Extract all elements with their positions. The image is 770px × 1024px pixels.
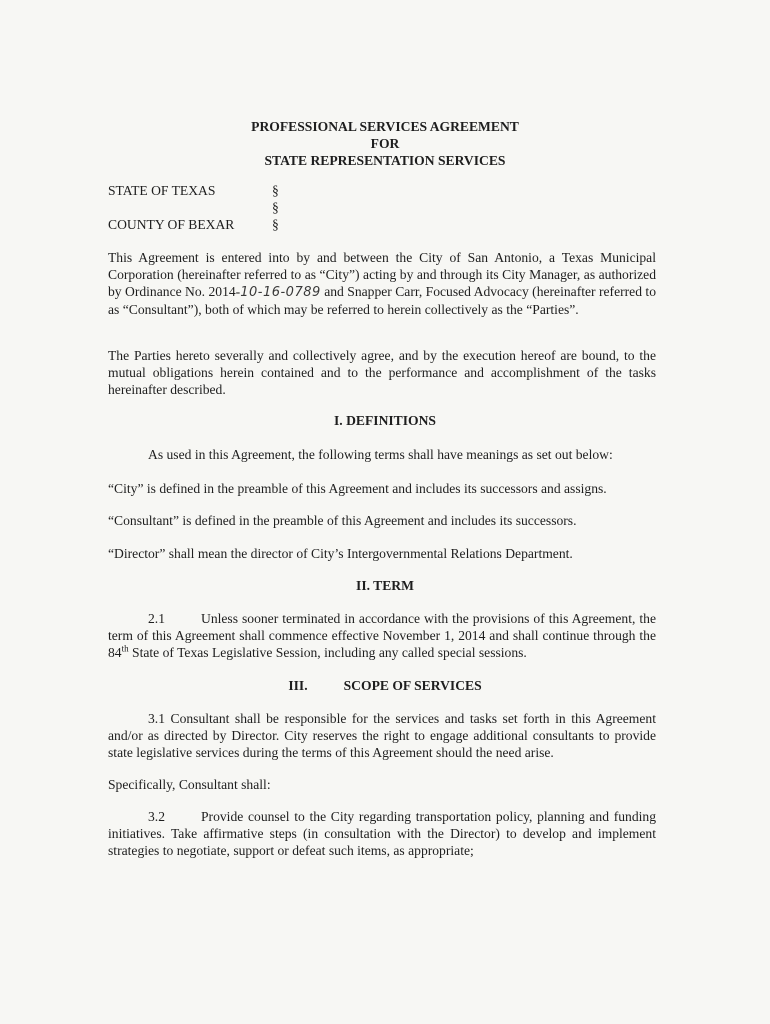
term-paragraph: [108, 610, 656, 661]
title-line-2: FOR: [370, 136, 400, 151]
clause-number: 3.2: [148, 809, 165, 824]
term-text-start: Unless sooner terminated in accordance with the provisions of this Agreement, the term of this Agreement shall commence effective November 1, 2014 and shall continue through the 84: [108, 611, 656, 660]
scope-paragraph-3-1: [108, 710, 656, 761]
scope-paragraph-3-2: [108, 808, 656, 859]
clause-3-1-text: 3.1 Consultant shall be responsible for the services and tasks set forth in this Agreement and/or as directed by Director. City reserves the right to engage additional consultants to provide state legislative services during the terms of this Agreement should the need arise.: [108, 711, 656, 760]
section-mark: §: [272, 217, 279, 232]
clause-3-2-text: Provide counsel to the City regarding transportation policy, planning and funding initiatives. Take affirmative steps (in consultation with the Director) to develop and implement strategies to negotiate, support or defeat such items, as appropriate;: [108, 809, 656, 858]
scope-heading-text: SCOPE OF SERVICES: [343, 678, 482, 693]
definition-director: “Director” shall mean the director of City’s Intergovernmental Relations Department.: [108, 546, 573, 561]
definition-city: “City” is defined in the preamble of this Agreement and includes its successors and assigns.: [108, 481, 607, 496]
definitions-intro: As used in this Agreement, the following terms shall have meanings as set out below:: [148, 447, 613, 462]
venue-state: STATE OF TEXAS: [108, 183, 216, 198]
agreement-paragraph: The Parties hereto severally and collectively agree, and by the execution hereof are bound, to the mutual obligations herein contained and to the performance and accomplishment of the tasks hereinafter described.: [108, 348, 656, 397]
clause-number: 2.1: [148, 611, 165, 626]
scope-heading-number: III.: [288, 678, 308, 693]
preamble-paragraph: [108, 249, 656, 318]
ordinal-suffix: th: [121, 643, 129, 654]
venue-county: COUNTY OF BEXAR: [108, 217, 235, 232]
preamble-text-end: and Snapper Carr, Focused Advocacy (hereinafter referred to as “Consultant”), both of which may be referred to herein collectively as the “Parties”.: [108, 284, 656, 317]
definition-consultant: “Consultant” is defined in the preamble of this Agreement and includes its successors.: [108, 513, 577, 528]
title-line-3: STATE REPRESENTATION SERVICES: [264, 153, 506, 168]
preamble-text-start: This Agreement is entered into by and between the City of San Antonio, a Texas Municipal Corporation (hereinafter referred to as “City”) acting by and through its City Manager, as authorized by Ordinance No. 2014-: [108, 250, 656, 299]
section-heading-scope: [0, 677, 770, 694]
title-line-1: PROFESSIONAL SERVICES AGREEMENT: [251, 119, 519, 134]
section-heading-term: II. TERM: [356, 578, 414, 593]
handwritten-ordinance-number: 10-16-0789: [240, 285, 321, 300]
specifically-line: Specifically, Consultant shall:: [108, 777, 271, 792]
section-mark: §: [272, 200, 279, 215]
term-text-end: State of Texas Legislative Session, including any called special sessions.: [128, 645, 527, 660]
section-mark: §: [272, 183, 279, 198]
section-heading-definitions: I. DEFINITIONS: [334, 413, 436, 428]
